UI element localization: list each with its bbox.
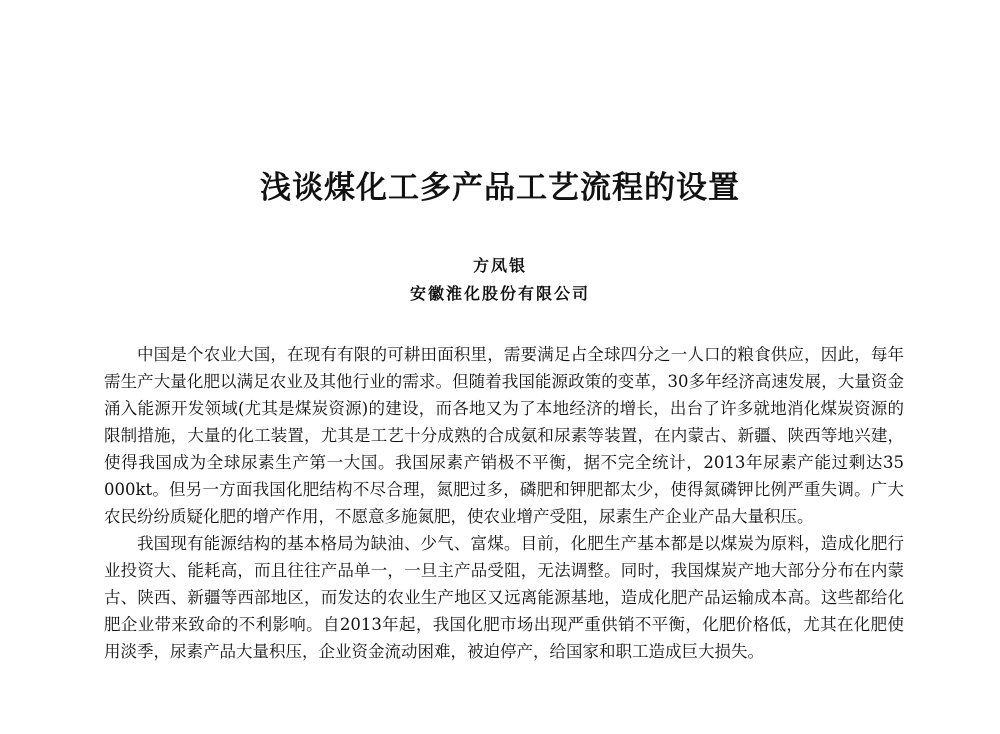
- paragraph-1: 中国是个农业大国，在现有有限的可耕田面积里，需要满足占全球四分之一人口的粮食供应，因此，每年需生产大量化肥以满足农业及其他行业的需求。但随着我国能源政策的变革，30多年经济高速发展，大量资金涌入能源开发领域(尤其是煤炭资源)的建设，而各地又为了本地经济的增长，出台了许多就地消化煤炭资源的限制措施，大量的化工装置，尤其是工艺十分成熟的合成氨和尿素等装置，在内蒙古、新疆、陕西等地兴建，使得我国成为全球尿素生产第一大国。我国尿素产销极不平衡，据不完全统计，2013年尿素产能过剩达35 000kt。但另一方面我国化肥结构不尽合理，氮肥过多，磷肥和钾肥都太少，使得氮磷钾比例严重失调。广大农民纷纷质疑化肥的增产作用，不愿意多施氮肥，使农业增产受阻，尿素生产企业产品大量积压。: [104, 345, 904, 526]
- paper-title: 浅谈煤化工多产品工艺流程的设置: [260, 170, 740, 206]
- author-affiliation: 安徽淮化股份有限公司: [409, 284, 590, 303]
- author-name: 方凤银: [472, 256, 527, 275]
- body-text: [104, 341, 904, 665]
- paragraph-2: 我国现有能源结构的基本格局为缺油、少气、富煤。目前，化肥生产基本都是以煤炭为原料，造成化肥行业投资大、能耗高，而且往往产品单一，一旦主产品受阻，无法调整。同时，我国煤炭产地大部分分布在内蒙古、陕西、新疆等西部地区，而发达的农业生产地区又远离能源基地，造成化肥产品运输成本高。这些都给化肥企业带来致命的不利影响。自2013年起，我国化肥市场出现严重供销不平衡，化肥价格低，尤其在化肥使用淡季，尿素产品大量积压，企业资金流动困难，被迫停产，给国家和职工造成巨大损失。: [104, 534, 904, 661]
